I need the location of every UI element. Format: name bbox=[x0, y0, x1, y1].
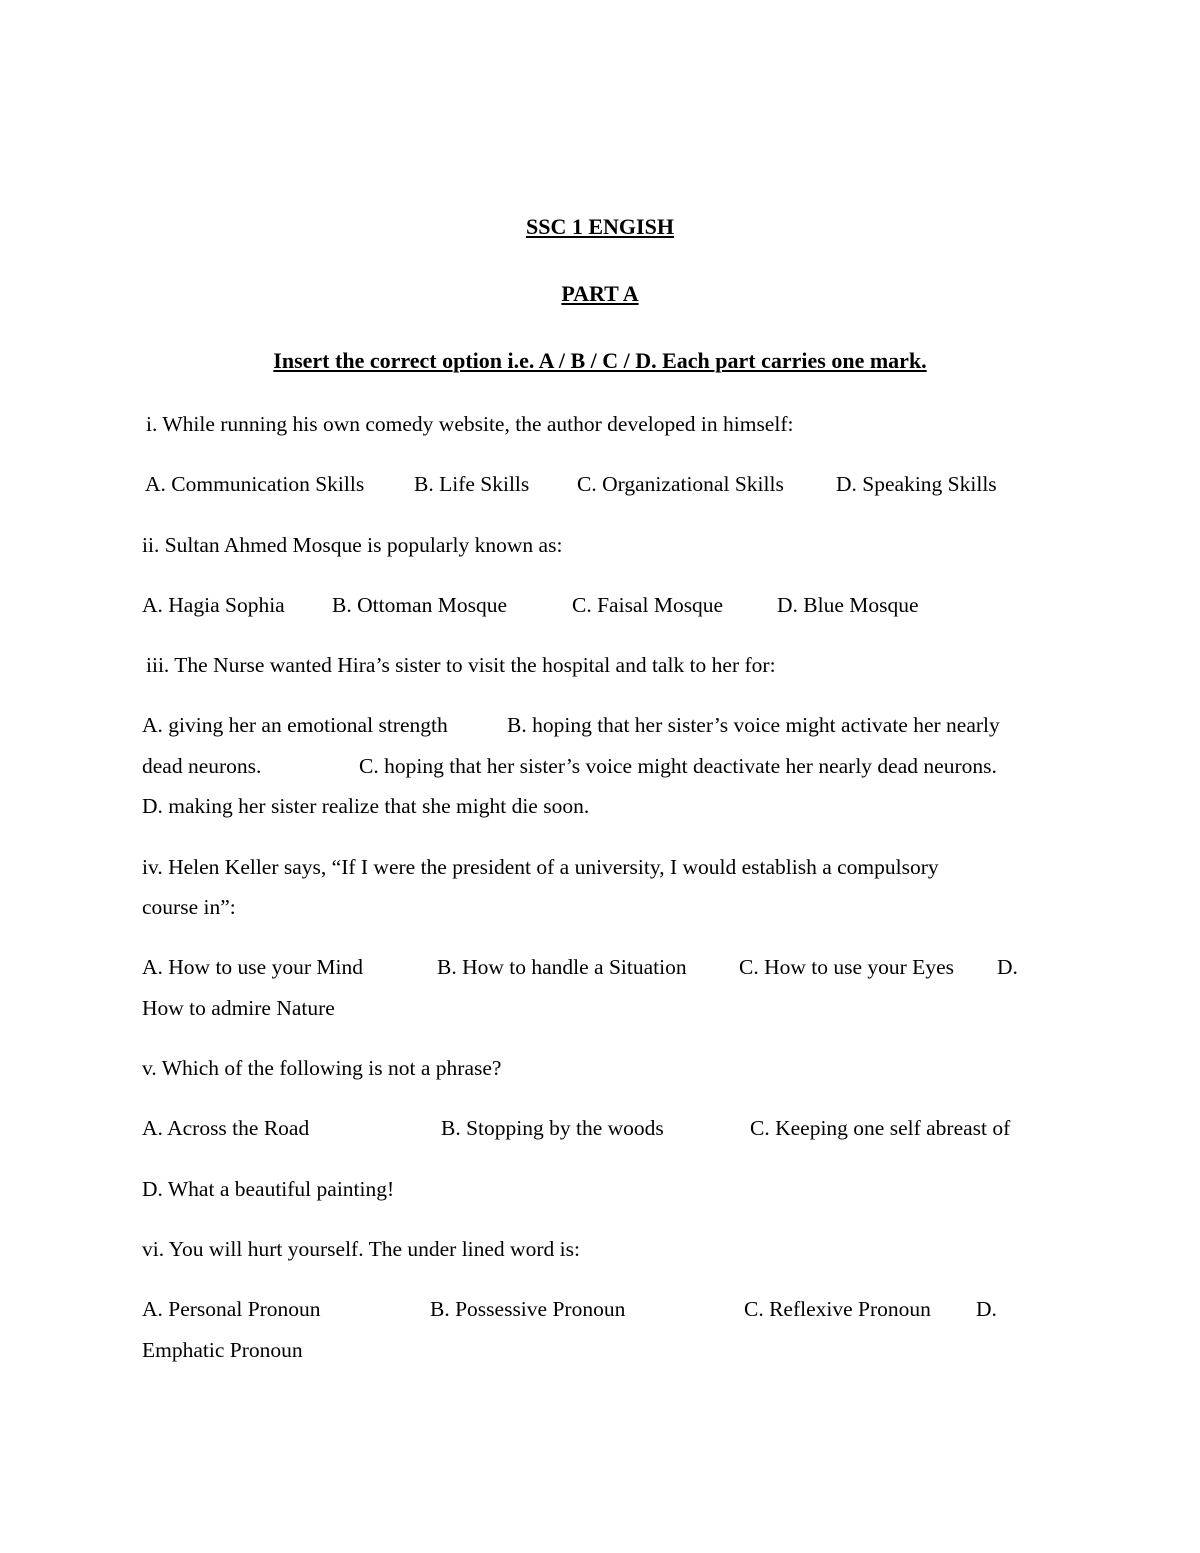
option-b-continued: dead neurons. bbox=[142, 754, 262, 778]
option-c: C. Reflexive Pronoun bbox=[744, 1297, 931, 1321]
option-d: D. bbox=[997, 955, 1018, 979]
option-d: D. bbox=[976, 1297, 997, 1321]
option-a: A. How to use your Mind bbox=[142, 955, 363, 979]
option-d-continued: How to admire Nature bbox=[142, 996, 335, 1020]
option-d-continued: Emphatic Pronoun bbox=[142, 1338, 303, 1362]
option-b: B. hoping that her sister’s voice might activate her nearly bbox=[507, 713, 1000, 737]
question-text: iii. The Nurse wanted Hira’s sister to visit the hospital and talk to her for: bbox=[146, 653, 776, 677]
option-c: C. hoping that her sister’s voice might deactivate her nearly dead neurons. bbox=[359, 754, 997, 778]
question-text: v. Which of the following is not a phrase? bbox=[142, 1056, 502, 1080]
option-c: C. Organizational Skills bbox=[577, 472, 784, 496]
document-title: SSC 1 ENGISH bbox=[526, 214, 674, 239]
option-c: C. How to use your Eyes bbox=[739, 955, 954, 979]
option-a: A. Communication Skills bbox=[145, 472, 365, 496]
option-a: A. Hagia Sophia bbox=[142, 593, 285, 617]
instruction-heading: Insert the correct option i.e. A / B / C / D. Each part carries one mark. bbox=[273, 348, 927, 373]
question-text-continued: course in”: bbox=[142, 895, 236, 919]
option-d: D. making her sister realize that she might die soon. bbox=[142, 794, 590, 818]
option-c: C. Faisal Mosque bbox=[572, 593, 724, 617]
option-b: B. Ottoman Mosque bbox=[332, 593, 507, 617]
question-text: ii. Sultan Ahmed Mosque is popularly known as: bbox=[142, 533, 563, 557]
option-a: A. giving her an emotional strength bbox=[142, 713, 448, 737]
question-text: vi. You will hurt yourself. The under lined word is: bbox=[142, 1237, 580, 1261]
option-b: B. Stopping by the woods bbox=[441, 1116, 664, 1140]
option-d: D. Speaking Skills bbox=[836, 472, 997, 496]
question-text: iv. Helen Keller says, “If I were the president of a university, I would establish a compulsory bbox=[142, 855, 939, 879]
option-a: A. Personal Pronoun bbox=[142, 1297, 321, 1321]
option-a: A. Across the Road bbox=[142, 1116, 310, 1140]
question-text: i. While running his own comedy website, the author developed in himself: bbox=[146, 412, 794, 436]
option-c: C. Keeping one self abreast of bbox=[750, 1116, 1011, 1140]
option-d: D. What a beautiful painting! bbox=[142, 1177, 395, 1201]
option-b: B. Possessive Pronoun bbox=[430, 1297, 626, 1321]
option-b: B. How to handle a Situation bbox=[437, 955, 687, 979]
part-heading: PART A bbox=[561, 281, 639, 306]
option-b: B. Life Skills bbox=[414, 472, 530, 496]
option-d: D. Blue Mosque bbox=[777, 593, 919, 617]
